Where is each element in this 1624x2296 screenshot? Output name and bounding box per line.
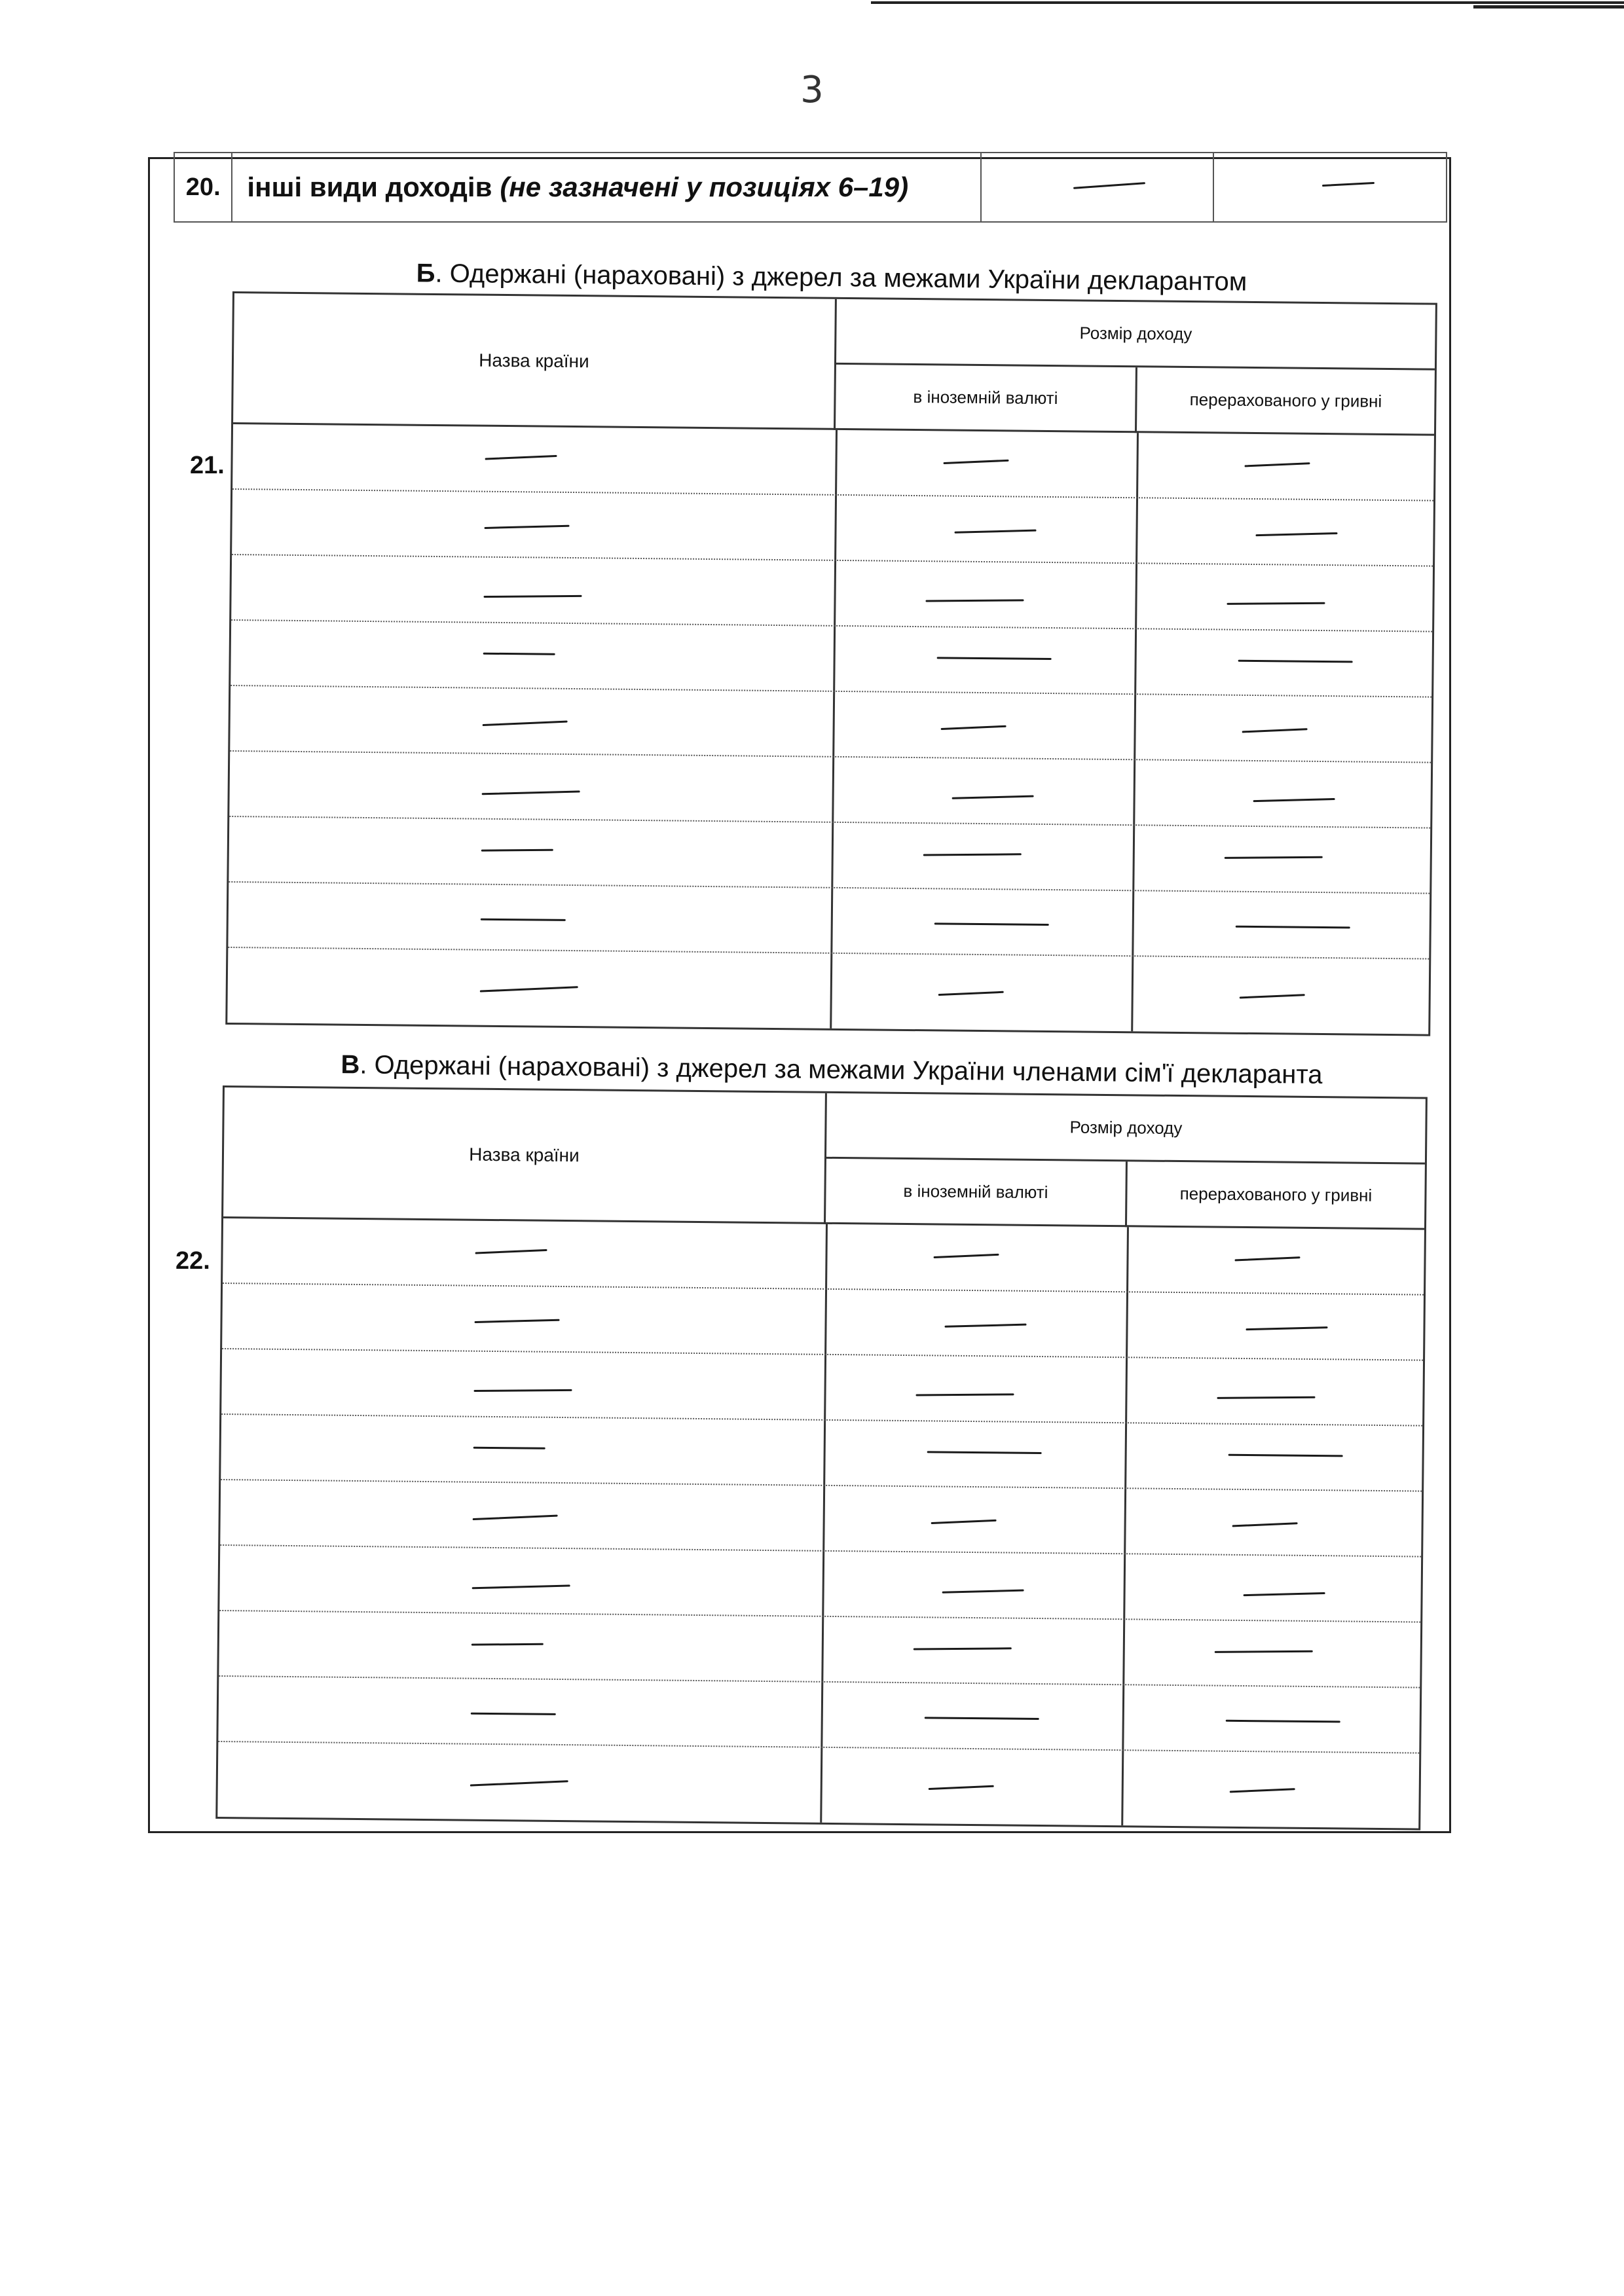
section-b-title-text: . Одержані (нараховані) з джерел за межами України декларантом bbox=[435, 259, 1247, 297]
handwritten-dash bbox=[941, 725, 1006, 730]
table-row bbox=[232, 490, 1433, 567]
scan-edge-line bbox=[1473, 5, 1624, 9]
handwritten-dash bbox=[929, 1785, 994, 1790]
cell-country[interactable] bbox=[231, 555, 834, 625]
table-row bbox=[223, 1218, 1424, 1296]
handwritten-dash bbox=[927, 1451, 1041, 1454]
cell-country[interactable] bbox=[221, 1349, 824, 1419]
table-row bbox=[222, 1284, 1424, 1361]
cell-foreign-currency[interactable] bbox=[832, 692, 1134, 759]
cell-converted-uah[interactable] bbox=[1124, 1423, 1426, 1490]
cell-converted-uah[interactable] bbox=[1125, 1358, 1427, 1425]
handwritten-dash bbox=[926, 599, 1024, 602]
cell-foreign-currency[interactable] bbox=[820, 1748, 1122, 1816]
table-row bbox=[230, 686, 1431, 763]
row-20-value-cell[interactable] bbox=[982, 153, 1213, 221]
cell-foreign-currency[interactable] bbox=[831, 823, 1133, 890]
cell-country[interactable] bbox=[219, 1611, 822, 1681]
handwritten-dash bbox=[1235, 1256, 1301, 1261]
table-row bbox=[231, 555, 1433, 632]
handwritten-dash bbox=[1232, 1522, 1298, 1527]
cell-country[interactable] bbox=[229, 752, 832, 822]
handwritten-dash bbox=[931, 1520, 997, 1524]
cell-foreign-currency[interactable] bbox=[834, 496, 1136, 562]
handwritten-dash bbox=[1243, 1592, 1325, 1596]
handwritten-dash bbox=[473, 1515, 558, 1521]
section-v-letter: В bbox=[341, 1050, 360, 1080]
row-20-label bbox=[232, 153, 982, 221]
row-21-number: 21. bbox=[190, 452, 225, 479]
cell-country[interactable] bbox=[229, 817, 832, 887]
table-row bbox=[218, 1677, 1420, 1754]
handwritten-dash bbox=[475, 1249, 547, 1254]
handwritten-dash bbox=[481, 919, 566, 921]
handwritten-dash bbox=[1228, 1454, 1342, 1457]
cell-converted-uah[interactable] bbox=[1134, 695, 1435, 761]
cell-converted-uah[interactable] bbox=[1123, 1554, 1425, 1621]
row-20-label-note: (не зазначені у позиціях 6–19) bbox=[500, 172, 909, 202]
cell-country[interactable] bbox=[232, 490, 835, 560]
table-row bbox=[232, 424, 1434, 501]
handwritten-dash bbox=[1255, 532, 1337, 536]
handwritten-dash bbox=[944, 460, 1009, 464]
cell-converted-uah[interactable] bbox=[1136, 433, 1438, 500]
cell-country[interactable] bbox=[223, 1218, 826, 1288]
cell-country[interactable] bbox=[227, 948, 830, 1019]
table-row bbox=[220, 1480, 1422, 1558]
cell-foreign-currency[interactable] bbox=[822, 1486, 1124, 1553]
handwritten-dash bbox=[485, 455, 557, 460]
row-20-number: 20. bbox=[175, 153, 232, 221]
handwritten-dash bbox=[1225, 1720, 1340, 1723]
handwritten-dash bbox=[1246, 1326, 1327, 1330]
handwritten-dash bbox=[483, 721, 568, 727]
cell-converted-uah[interactable] bbox=[1135, 564, 1437, 630]
handwritten-dash bbox=[936, 657, 1051, 660]
handwritten-dash bbox=[1245, 462, 1310, 467]
header-income-size: Розмір доходу bbox=[826, 1093, 1426, 1165]
handwritten-dash bbox=[938, 991, 1004, 996]
cell-country[interactable] bbox=[232, 424, 836, 494]
table-row bbox=[229, 752, 1431, 829]
cell-converted-uah[interactable] bbox=[1126, 1227, 1428, 1294]
cell-country[interactable] bbox=[222, 1284, 825, 1354]
cell-country[interactable] bbox=[231, 621, 834, 691]
row-20 bbox=[174, 152, 1447, 223]
cell-country[interactable] bbox=[228, 883, 831, 953]
handwritten-dash bbox=[1217, 1396, 1315, 1399]
handwritten-dash bbox=[1230, 1788, 1295, 1793]
handwritten-dash bbox=[475, 1319, 560, 1323]
handwritten-dash bbox=[954, 530, 1036, 534]
table-row bbox=[227, 948, 1429, 1025]
table-row bbox=[219, 1611, 1420, 1688]
handwritten-dash bbox=[1322, 182, 1375, 187]
header-country: Назва країни bbox=[223, 1087, 827, 1224]
cell-converted-uah[interactable] bbox=[1131, 957, 1433, 1025]
handwritten-dash bbox=[472, 1585, 570, 1590]
handwritten-dash bbox=[1238, 660, 1352, 663]
table-row bbox=[228, 883, 1430, 960]
cell-country[interactable] bbox=[221, 1415, 824, 1485]
handwritten-dash bbox=[1235, 926, 1350, 929]
cell-country[interactable] bbox=[230, 686, 833, 756]
handwritten-dash bbox=[923, 853, 1022, 856]
cell-converted-uah[interactable] bbox=[1134, 629, 1436, 696]
cell-foreign-currency[interactable] bbox=[822, 1552, 1124, 1618]
header-foreign-currency: в іноземній валюті bbox=[826, 1159, 1128, 1227]
cell-foreign-currency[interactable] bbox=[821, 1617, 1123, 1684]
handwritten-dash bbox=[471, 1713, 556, 1715]
table-row bbox=[221, 1349, 1423, 1427]
handwritten-dash bbox=[942, 1590, 1024, 1594]
cell-country[interactable] bbox=[218, 1677, 821, 1747]
handwritten-dash bbox=[474, 1389, 572, 1392]
handwritten-dash bbox=[1253, 798, 1335, 802]
handwritten-dash bbox=[482, 791, 580, 795]
handwritten-dash bbox=[1073, 182, 1145, 189]
handwritten-dash bbox=[934, 1254, 999, 1258]
section-b-letter: Б bbox=[416, 259, 435, 288]
table-section-v bbox=[215, 1085, 1428, 1831]
handwritten-dash bbox=[484, 595, 582, 598]
header-income-size: Розмір доходу bbox=[836, 299, 1435, 371]
cell-country[interactable] bbox=[217, 1742, 821, 1813]
table-section-b bbox=[225, 291, 1437, 1036]
handwritten-dash bbox=[471, 1643, 544, 1646]
cell-foreign-currency[interactable] bbox=[825, 1224, 1127, 1291]
handwritten-dash bbox=[944, 1324, 1026, 1328]
cell-converted-uah[interactable] bbox=[1132, 891, 1433, 958]
handwritten-dash bbox=[951, 795, 1033, 799]
handwritten-dash bbox=[481, 849, 553, 852]
handwritten-dash bbox=[483, 653, 555, 655]
cell-converted-uah[interactable] bbox=[1133, 760, 1435, 827]
cell-foreign-currency[interactable] bbox=[821, 1683, 1122, 1749]
cell-converted-uah[interactable] bbox=[1121, 1751, 1423, 1819]
handwritten-dash bbox=[1225, 856, 1323, 859]
header-country: Назва країни bbox=[233, 293, 837, 430]
cell-foreign-currency[interactable] bbox=[830, 888, 1132, 955]
handwritten-dash bbox=[1242, 728, 1308, 733]
handwritten-dash bbox=[485, 525, 570, 529]
cell-converted-uah[interactable] bbox=[1122, 1685, 1424, 1752]
handwritten-dash bbox=[934, 922, 1048, 926]
cell-converted-uah[interactable] bbox=[1126, 1292, 1428, 1359]
handwritten-dash bbox=[1240, 994, 1305, 998]
handwritten-dash bbox=[916, 1393, 1014, 1396]
section-v-title-text: . Одержані (нараховані) з джерел за межами України членами сім'ї декларанта bbox=[360, 1050, 1323, 1089]
scan-edge-line bbox=[871, 1, 1624, 4]
table-body bbox=[217, 1218, 1424, 1829]
cell-foreign-currency[interactable] bbox=[833, 627, 1135, 693]
cell-foreign-currency[interactable] bbox=[824, 1355, 1126, 1422]
cell-country[interactable] bbox=[220, 1480, 823, 1550]
table-row bbox=[221, 1415, 1422, 1492]
cell-foreign-currency[interactable] bbox=[823, 1421, 1125, 1487]
cell-converted-uah[interactable] bbox=[1132, 826, 1434, 892]
table-row bbox=[231, 621, 1432, 698]
handwritten-dash bbox=[473, 1447, 545, 1449]
row-20-label-text: інші види доходів bbox=[247, 172, 492, 202]
page-number: 3 bbox=[800, 69, 824, 111]
cell-converted-uah[interactable] bbox=[1122, 1620, 1424, 1686]
cell-foreign-currency[interactable] bbox=[824, 1290, 1126, 1357]
table-row bbox=[217, 1742, 1419, 1819]
handwritten-dash bbox=[913, 1647, 1012, 1650]
row-20-value-cell[interactable] bbox=[1213, 153, 1446, 221]
cell-converted-uah[interactable] bbox=[1135, 498, 1437, 565]
handwritten-dash bbox=[470, 1780, 568, 1786]
handwritten-dash bbox=[1215, 1650, 1313, 1653]
table-body bbox=[227, 424, 1434, 1034]
cell-foreign-currency[interactable] bbox=[830, 954, 1132, 1022]
header-converted-uah: перерахованого у гривні bbox=[1127, 1161, 1425, 1230]
cell-converted-uah[interactable] bbox=[1124, 1489, 1426, 1556]
cell-country[interactable] bbox=[219, 1546, 822, 1616]
cell-foreign-currency[interactable] bbox=[835, 430, 1137, 497]
handwritten-dash bbox=[924, 1717, 1039, 1720]
handwritten-dash bbox=[480, 986, 578, 992]
table-row bbox=[219, 1546, 1421, 1623]
cell-foreign-currency[interactable] bbox=[834, 561, 1135, 628]
header-converted-uah: перерахованого у гривні bbox=[1137, 367, 1435, 435]
row-22-number: 22. bbox=[175, 1247, 210, 1275]
handwritten-dash bbox=[1227, 602, 1325, 605]
header-foreign-currency: в іноземній валюті bbox=[836, 365, 1137, 433]
table-row bbox=[229, 817, 1430, 894]
cell-foreign-currency[interactable] bbox=[832, 757, 1134, 824]
